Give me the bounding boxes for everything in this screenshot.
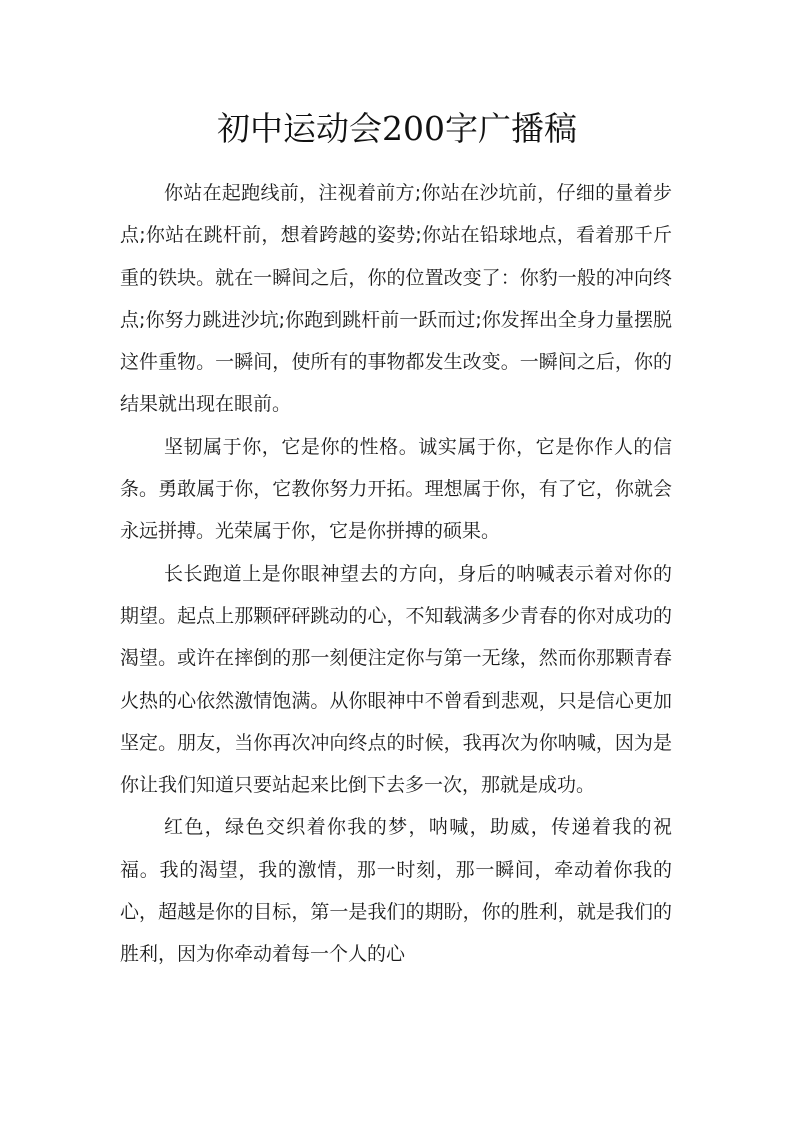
document-title: 初中运动会200字广播稿	[217, 109, 577, 148]
document-body	[120, 172, 672, 976]
paragraph-4: 红色，绿色交织着你我的梦，呐喊，助威，传递着我的祝福。我的渴望，我的激情，那一时刻，那一瞬间，牵动着你我的心，超越是你的目标，第一是我们的期盼，你的胜利，就是我们的胜利，因为你牵动着每一个人的心	[120, 816, 672, 966]
paragraph-1: 你站在起跑线前，注视着前方;你站在沙坑前，仔细的量着步点;你站在跳杆前，想着跨越的姿势;你站在铅球地点，看着那千斤重的铁块。就在一瞬间之后，你的位置改变了：你豹一般的冲向终点;你努力跳进沙坑;你跑到跳杆前一跃而过;你发挥出全身力量摆脱这件重物。一瞬间，使所有的事物都发生改变。一瞬间之后，你的结果就出现在眼前。	[120, 182, 672, 416]
paragraph-2: 坚韧属于你，它是你的性格。诚实属于你，它是你作人的信条。勇敢属于你，它教你努力开拓。理想属于你，有了它，你就会永远拼搏。光荣属于你，它是你拼搏的硕果。	[120, 435, 672, 543]
paragraph-3: 长长跑道上是你眼神望去的方向，身后的呐喊表示着对你的期望。起点上那颗砰砰跳动的心，不知载满多少青春的你对成功的渴望。或许在摔倒的那一刻便注定你与第一无缘，然而你那颗青春火热的心依然激情饱满。从你眼神中不曾看到悲观，只是信心更加坚定。朋友，当你再次冲向终点的时候，我再次为你呐喊，因为是你让我们知道只要站起来比倒下去多一次，那就是成功。	[120, 562, 672, 797]
